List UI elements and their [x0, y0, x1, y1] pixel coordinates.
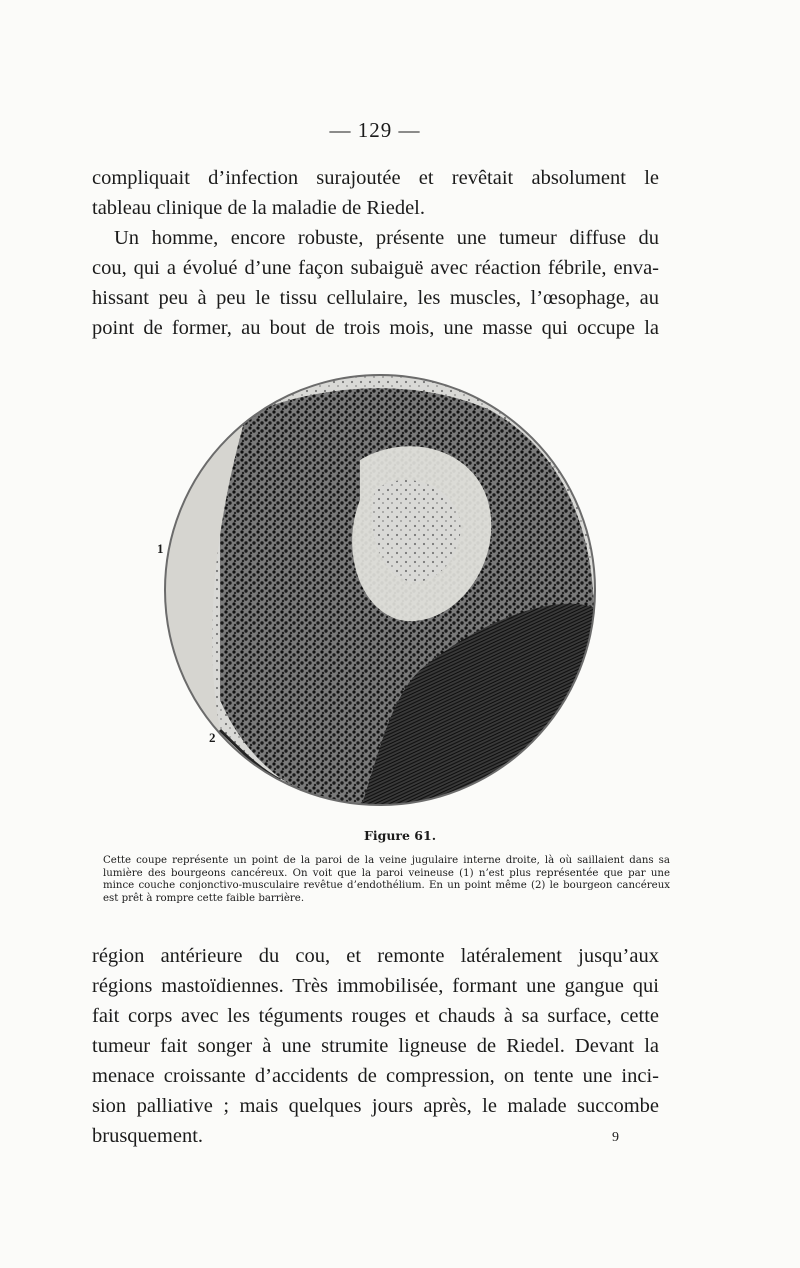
page-number: — 129 —	[329, 118, 421, 142]
text-line: compliquait d’infection surajoutée et revêtait absolument le	[92, 167, 659, 189]
paragraph-continuation	[92, 163, 659, 343]
histology-figure	[160, 370, 600, 810]
text-line: menace croissante d’accidents de compression, on tente une inci-	[92, 1065, 659, 1087]
text-line: sion palliative ; mais quelques jours après, le malade succombe	[92, 1095, 659, 1117]
text-line: fait corps avec les téguments rouges et chauds à sa surface, cette	[92, 1005, 659, 1027]
figure-callout-1: 1	[157, 541, 164, 556]
text-line: Un homme, encore robuste, présente une tumeur diffuse du	[114, 227, 659, 249]
paragraph-resumed	[92, 941, 659, 1151]
text-line: cou, qui a évolué d’une façon subaiguë avec réaction fébrile, enva-	[92, 257, 659, 279]
figure-callout-2: 2	[209, 730, 216, 745]
text-line: tumeur fait songer à une strumite ligneuse de Riedel. Devant la	[92, 1035, 659, 1057]
signature-mark: 9	[612, 1130, 619, 1145]
histology-section-image	[160, 370, 600, 810]
text-line: brusquement.	[92, 1125, 204, 1147]
text-line: régions mastoïdiennes. Très immobilisée, formant une gangue qui	[92, 975, 659, 997]
text-line: point de former, au bout de trois mois, une masse qui occupe la	[92, 317, 659, 339]
text-line: hissant peu à peu le tissu cellulaire, les muscles, l’œsophage, au	[92, 287, 659, 309]
text-line: région antérieure du cou, et remonte latéralement jusqu’aux	[92, 945, 659, 967]
figure-caption: Cette coupe représente un point de la paroi de la veine jugulaire interne droite, là où saillaient dans sa lumière des bourgeons cancéreux. On voit que la paroi veineuse (1) n’est plus représentée que par une mince couche conjonctivo-musculaire revêtue d’endothélium. En un point même (2) le bourgeon cancéreux est prêt à rompre cette faible barrière.	[103, 855, 670, 904]
figure-title: Figure 61.	[363, 828, 437, 843]
text-line: tableau clinique de la maladie de Riedel.	[92, 197, 425, 219]
